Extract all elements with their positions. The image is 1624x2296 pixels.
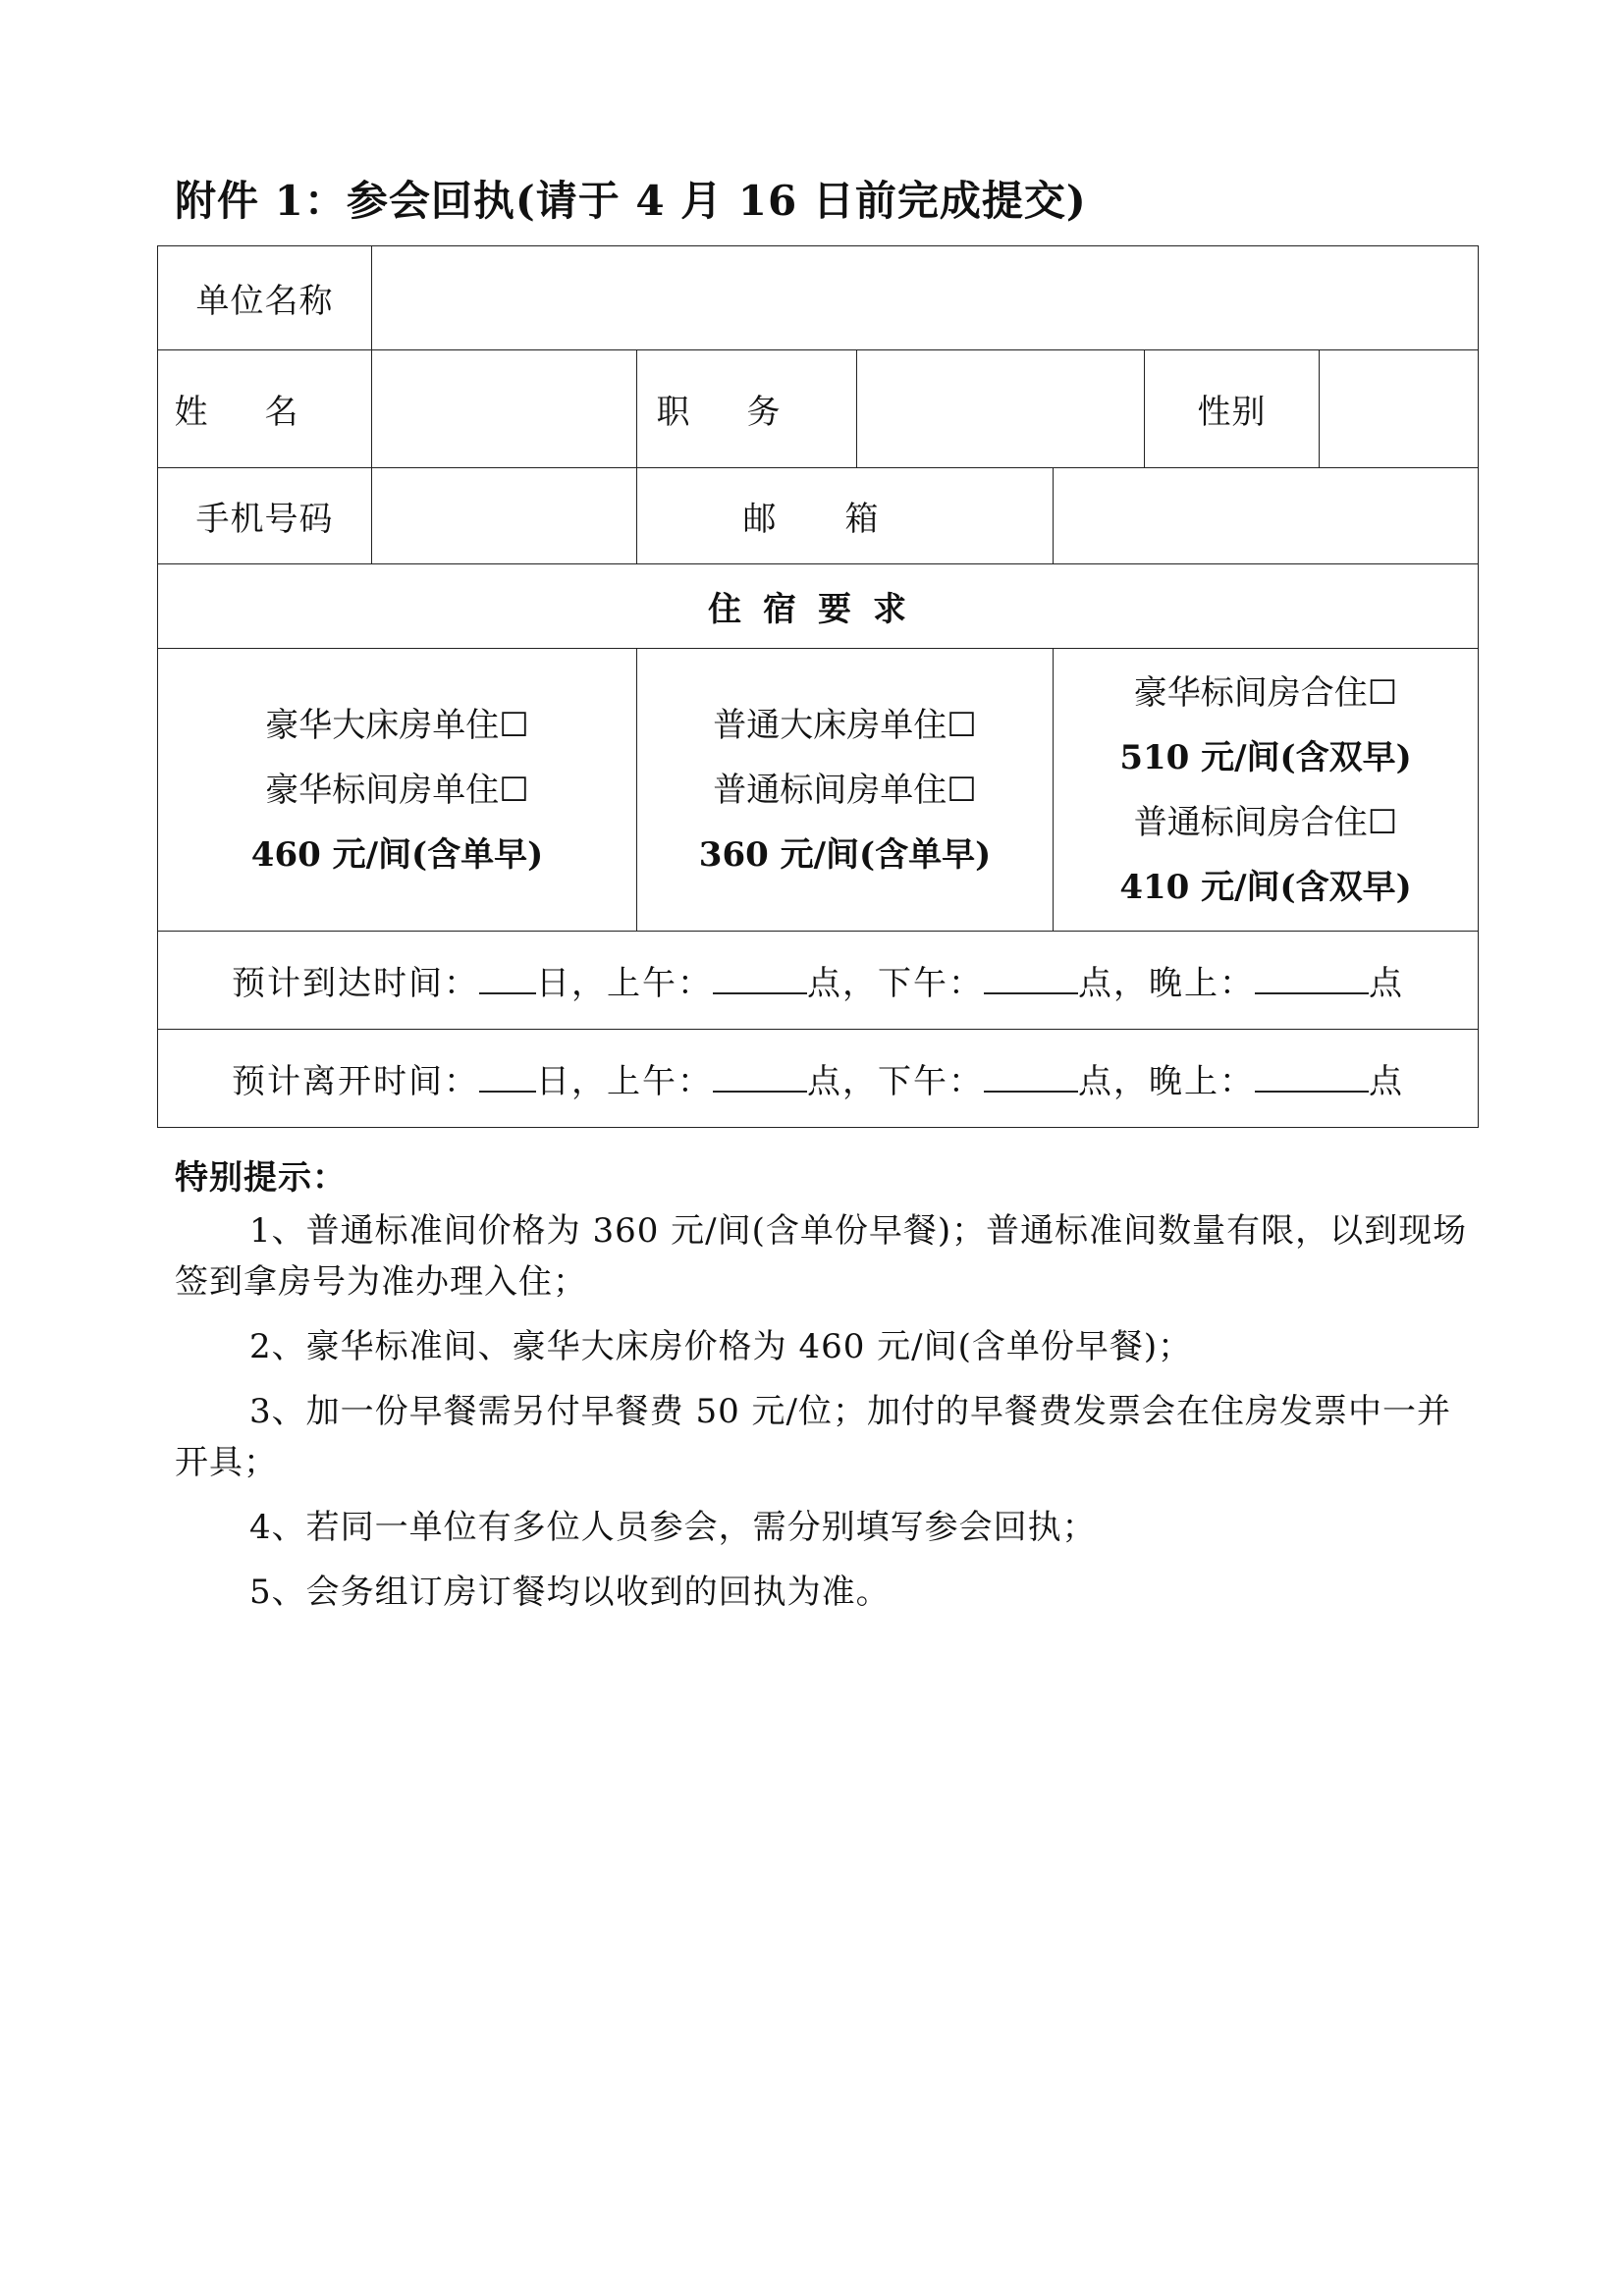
position-label: 职务 xyxy=(637,350,857,468)
departure-cell xyxy=(158,1030,1479,1128)
registration-form xyxy=(157,245,1479,1128)
gender-label: 性别 xyxy=(1145,350,1320,468)
departure-eve-field[interactable] xyxy=(1255,1057,1369,1093)
name-label: 姓名 xyxy=(158,350,372,468)
arrival-day-unit: 日， xyxy=(536,964,608,1003)
room-options-row xyxy=(158,649,1479,932)
arrival-row xyxy=(158,932,1479,1030)
unit-field[interactable] xyxy=(372,246,1479,350)
room-option-luxury-single xyxy=(158,649,637,932)
phone-field[interactable] xyxy=(372,468,637,564)
room-standard-king-single[interactable]: 普通大床房单住☐ xyxy=(713,705,977,745)
departure-am-field[interactable] xyxy=(713,1057,807,1093)
arrival-eve-unit: 点 xyxy=(1369,964,1405,1003)
unit-label: 单位名称 xyxy=(158,246,372,350)
room-price-510: 510 元/间(含双早) xyxy=(1119,737,1412,777)
arrival-eve-label: 晚上： xyxy=(1149,964,1256,1003)
note-item-4: 4、若同一单位有多位人员参会，需分别填写参会回执； xyxy=(249,1508,1097,1547)
departure-pm-unit: 点， xyxy=(1078,1062,1150,1101)
arrival-am-label: 上午： xyxy=(607,964,714,1003)
room-luxury-twin-single[interactable]: 豪华标间房单住☐ xyxy=(265,770,529,810)
departure-day-field[interactable] xyxy=(479,1057,536,1093)
departure-am-label: 上午： xyxy=(607,1062,714,1101)
departure-label: 预计离开时间： xyxy=(232,1062,480,1101)
departure-eve-unit: 点 xyxy=(1369,1062,1405,1101)
note-item-1: 1、普通标准间价格为 360 元/间(含单份早餐)；普通标准间数量有限，以到现场签到拿房号为准办理入住； xyxy=(175,1211,1468,1302)
arrival-eve-field[interactable] xyxy=(1255,959,1369,994)
unit-row xyxy=(158,246,1479,350)
arrival-label: 预计到达时间： xyxy=(232,964,480,1003)
accommodation-section-title: 住宿要求 xyxy=(158,564,1479,649)
room-standard-twin-single[interactable]: 普通标间房单住☐ xyxy=(713,770,977,810)
departure-day-unit: 日， xyxy=(536,1062,608,1101)
room-option-standard-single xyxy=(637,649,1054,932)
departure-row xyxy=(158,1030,1479,1128)
notes-list xyxy=(175,1205,1469,1631)
arrival-cell xyxy=(158,932,1479,1030)
room-luxury-king-single[interactable]: 豪华大床房单住☐ xyxy=(265,705,529,745)
note-item-3: 3、加一份早餐需另付早餐费 50 元/位；加付的早餐费发票会在住房发票中一并开具； xyxy=(175,1392,1451,1482)
email-label: 邮箱 xyxy=(637,468,1054,564)
arrival-pm-label: 下午： xyxy=(878,964,985,1003)
departure-pm-label: 下午： xyxy=(878,1062,985,1101)
notes-title: 特别提示： xyxy=(175,1158,347,1198)
departure-pm-field[interactable] xyxy=(984,1057,1078,1093)
departure-am-unit: 点， xyxy=(807,1062,879,1101)
room-standard-twin-shared[interactable]: 普通标间房合住☐ xyxy=(1133,802,1398,842)
room-price-360: 360 元/间(含单早) xyxy=(698,834,992,875)
email-field[interactable] xyxy=(1054,468,1479,564)
room-price-460: 460 元/间(含单早) xyxy=(250,834,544,875)
note-item-2: 2、豪华标准间、豪华大床房价格为 460 元/间(含单份早餐)； xyxy=(249,1327,1193,1366)
name-field[interactable] xyxy=(372,350,637,468)
gender-field[interactable] xyxy=(1320,350,1479,468)
name-row xyxy=(158,350,1479,468)
departure-eve-label: 晚上： xyxy=(1149,1062,1256,1101)
room-option-shared xyxy=(1054,649,1479,932)
arrival-am-unit: 点， xyxy=(807,964,879,1003)
phone-label: 手机号码 xyxy=(158,468,372,564)
section-row xyxy=(158,564,1479,649)
arrival-am-field[interactable] xyxy=(713,959,807,994)
page-title: 附件 1：参会回执(请于 4 月 16 日前完成提交) xyxy=(175,177,1087,225)
position-field[interactable] xyxy=(857,350,1145,468)
arrival-pm-field[interactable] xyxy=(984,959,1078,994)
contact-row xyxy=(158,468,1479,564)
room-price-410: 410 元/间(含双早) xyxy=(1119,867,1412,907)
room-luxury-twin-shared[interactable]: 豪华标间房合住☐ xyxy=(1133,672,1398,713)
arrival-pm-unit: 点， xyxy=(1078,964,1150,1003)
note-item-5: 5、会务组订房订餐均以收到的回执为准。 xyxy=(249,1573,891,1612)
arrival-day-field[interactable] xyxy=(479,959,536,994)
